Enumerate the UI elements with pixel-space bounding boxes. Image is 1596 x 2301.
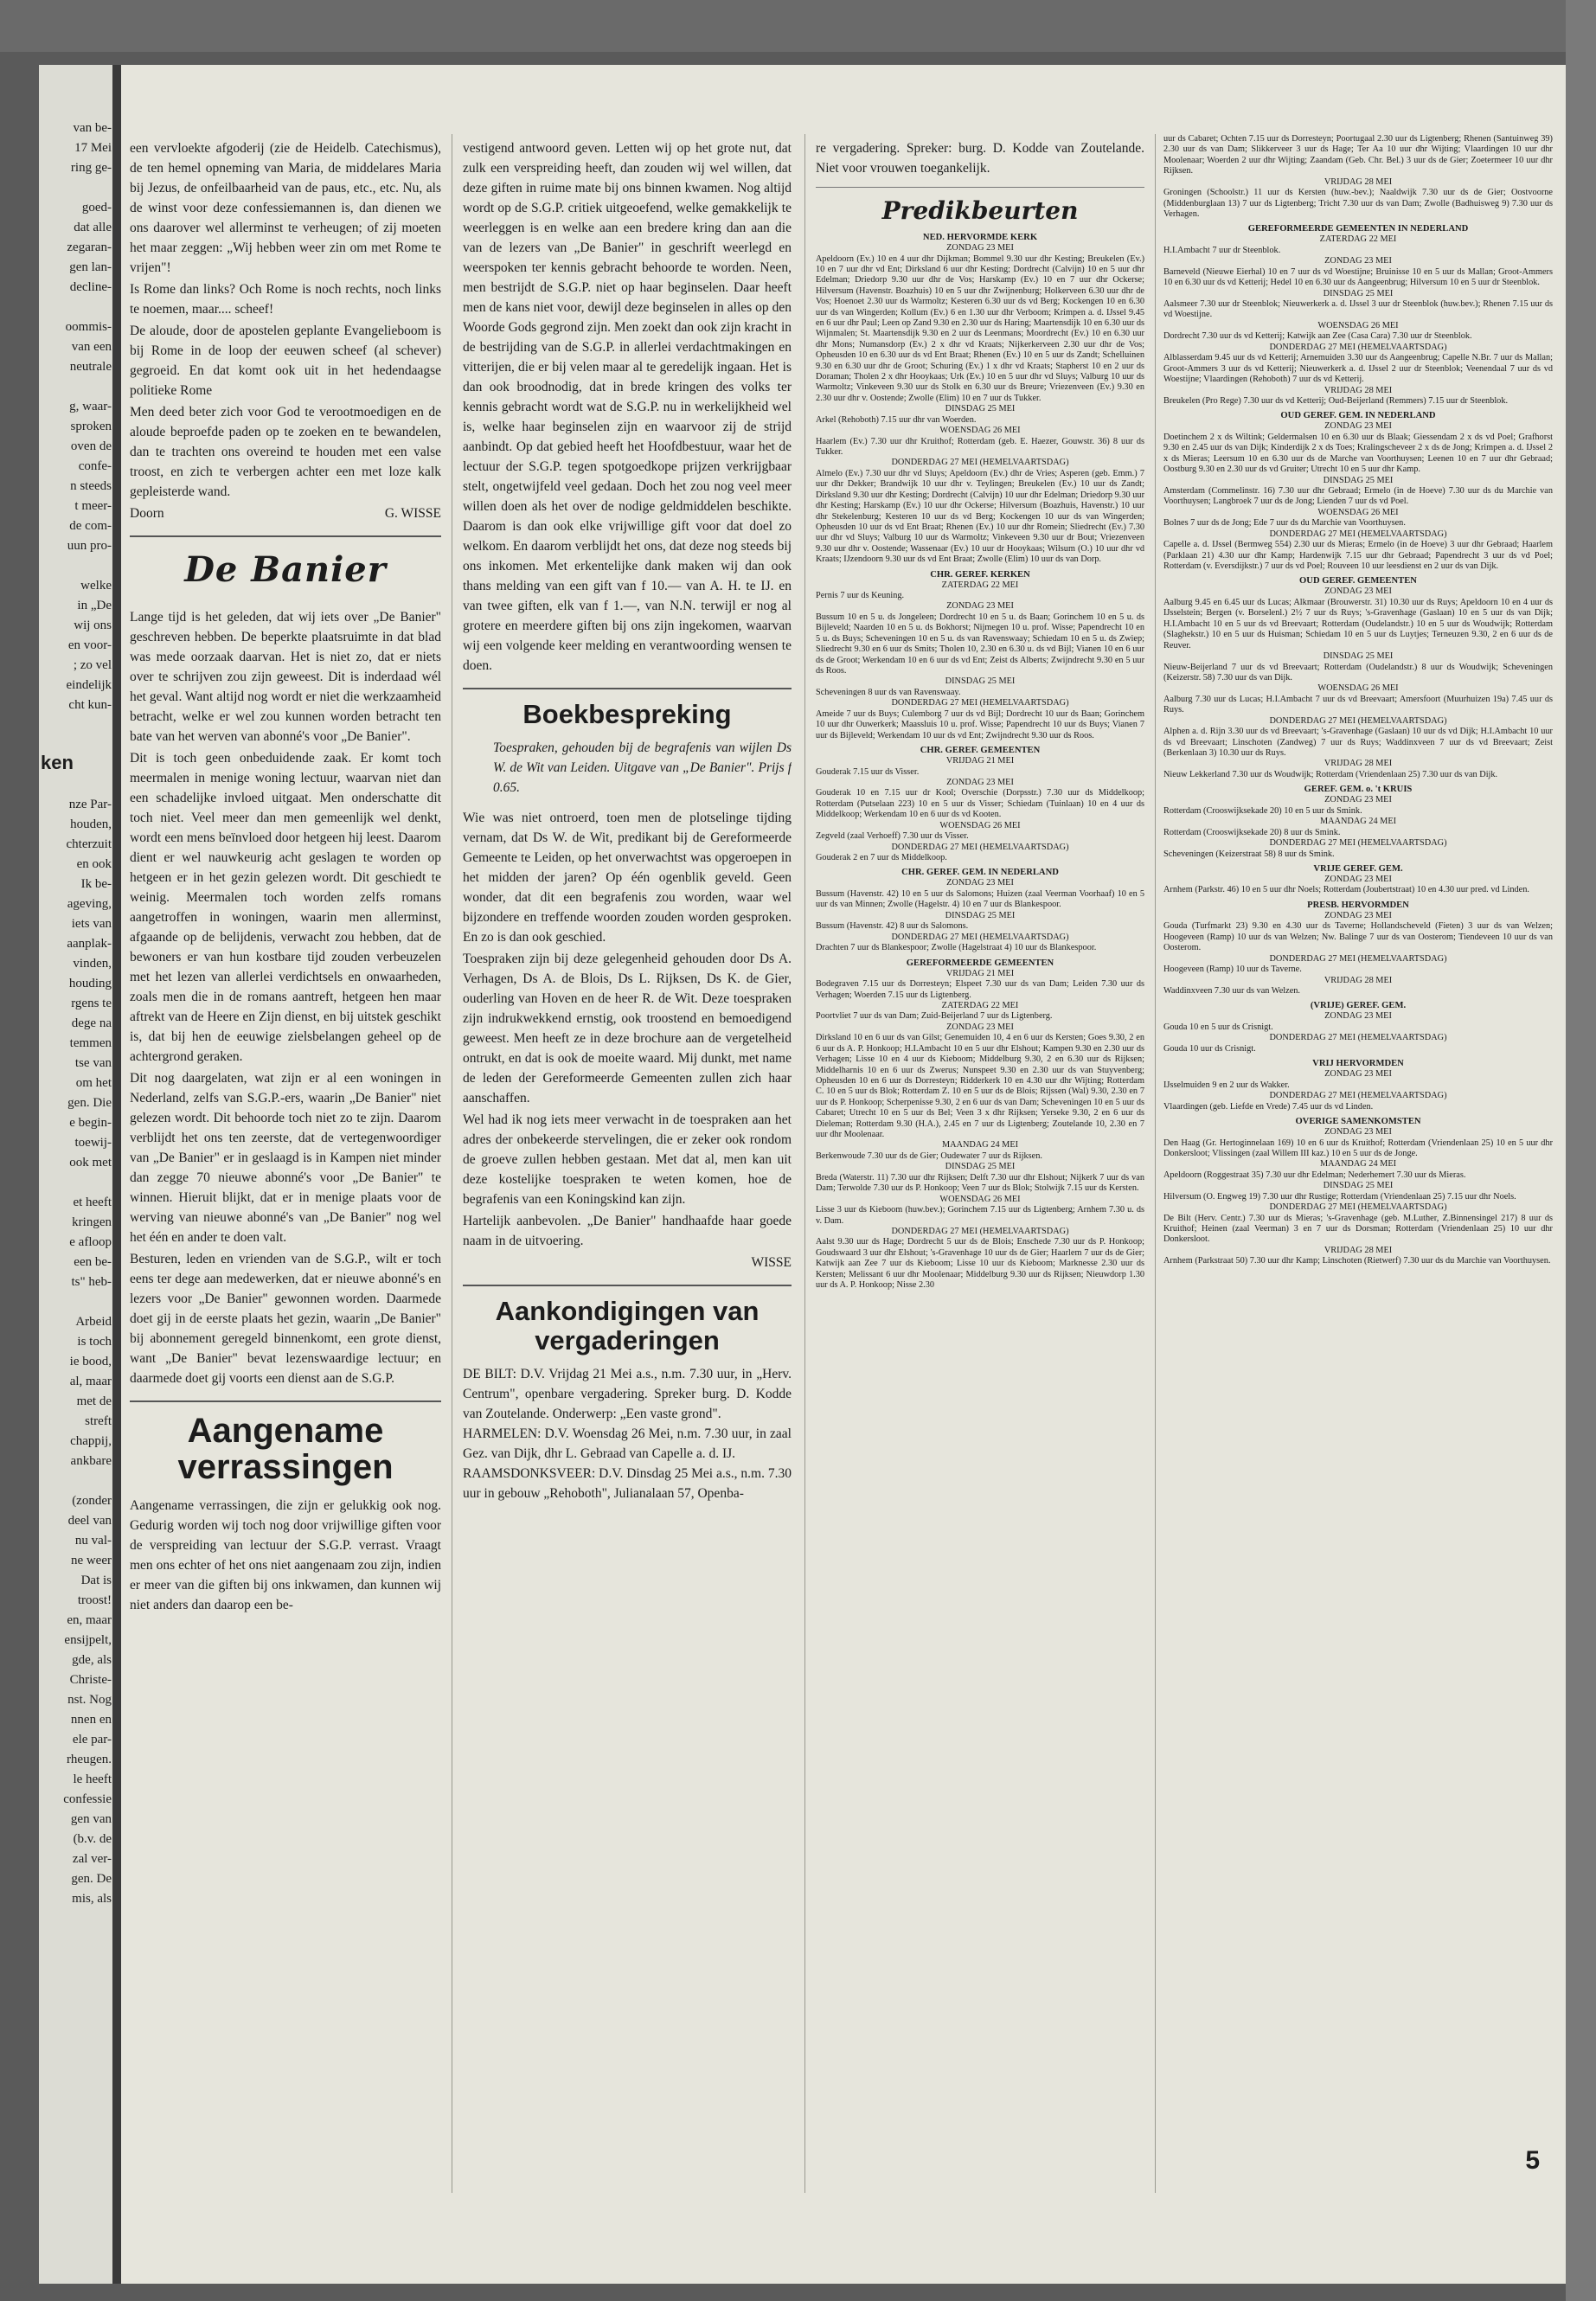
service-date: VRIJDAG 28 MEI [1324, 975, 1393, 985]
text-fragment: e afloop [69, 1235, 112, 1249]
service-date: DONDERDAG 27 MEI (HEMELVAARTSDAG) [1269, 953, 1447, 964]
section-divider [816, 187, 1144, 188]
service-listing: Zegveld (zaal Verhoeff) 7.30 uur ds Visser. [816, 831, 969, 842]
text-fragment: Ik be- [80, 877, 112, 891]
service-date: DONDERDAG 27 MEI (HEMELVAARTSDAG) [891, 1226, 1069, 1236]
service-date: DONDERDAG 27 MEI (HEMELVAARTSDAG) [1269, 1202, 1447, 1213]
text-fragment: g, waar- [69, 400, 112, 413]
text-fragment: van be- [73, 121, 112, 135]
text-fragment: mis, als [72, 1892, 112, 1906]
denomination-heading: NED. HERVORMDE KERK [922, 233, 1038, 242]
text-fragment: en voor- [67, 638, 112, 652]
service-listing: Alphen a. d. Rijn 3.30 uur ds vd Breevaart; 's-Gravenhage (Gaslaan) 10 uur ds vd Dijk; H.I.Ambacht 10 uur ds vd Breevaart; Linschoten (Zandweg) 7 uur ds Ruys; Waddinxveen 7 uur ds vd Breevaart; Zeist (Berkenlaan 3) 10.30 uur ds Ruys. [1163, 727, 1553, 758]
paragraph: De aloude, door de apostelen geplante Evangelieboom is bij Rome in de loop der eeuwen scheef (al schever) gegroeid. En dat komt ook uit in het hedendaagse politieke Rome [130, 324, 441, 398]
denomination-heading: CHR. GEREF. GEM. IN NEDERLAND [901, 868, 1059, 878]
service-listing: Lisse 3 uur ds Kieboom (huw.bev.); Gorinchem 7.15 uur ds Ligtenberg; Arnhem 7.30 u. ds v. Dam. [816, 1205, 1144, 1226]
service-date: DONDERDAG 27 MEI (HEMELVAARTSDAG) [1269, 838, 1447, 849]
service-listing: Pernis 7 uur ds Keuning. [816, 591, 905, 601]
text-fragment: ankbare [70, 1454, 112, 1468]
text-fragment: e begin- [69, 1116, 112, 1130]
service-date: DONDERDAG 27 MEI (HEMELVAARTSDAG) [1269, 1033, 1447, 1043]
service-listing: Hilversum (O. Engweg 19) 7.30 uur dhr Rustige; Rotterdam (Vriendenlaan 25) 7.15 uur dhr Noels. [1163, 1191, 1516, 1202]
text-fragment: sproken [70, 420, 112, 433]
text-fragment: et heeft [73, 1195, 112, 1209]
signature-place: Doorn [130, 506, 164, 521]
section-divider [463, 1285, 792, 1286]
column-2 [463, 138, 792, 1503]
service-date: DINSDAG 25 MEI [1323, 288, 1394, 298]
service-date: ZATERDAG 22 MEI [1319, 234, 1397, 245]
text-fragment: gen. Die [67, 1096, 112, 1110]
service-date: DONDERDAG 27 MEI (HEMELVAARTSDAG) [1269, 529, 1447, 539]
service-listing: Arnhem (Parkstr. 46) 10 en 5 uur dhr Noels; Rotterdam (Joubertstraat) 10 en 4.30 uur pred. vd Linden. [1163, 885, 1529, 895]
text-fragment: ook met [69, 1156, 112, 1170]
service-date: VRIJDAG 28 MEI [1324, 1245, 1393, 1255]
service-date: WOENSDAG 26 MEI [939, 426, 1021, 436]
service-listing: H.I.Ambacht 7 uur dr Steenblok. [1163, 245, 1281, 255]
service-listing: Scheveningen (Keizerstraat 58) 8 uur ds Smink. [1163, 849, 1335, 859]
service-listing: Aalst 9.30 uur ds Hage; Dordrecht 5 uur ds de Blois; Enschede 7.30 uur ds P. Honkoop; Goudswaard 3 uur dhr Elshout; 's-Gravenhage 10 uur ds de Gier; Haarlem 7 uur ds de Gier; Katwijk aan Zee 7 uur ds Kieboom; Lisse 10 uur ds Kieboom; Marknesse 2.30 uur ds Kersten; Melissant 6 uur dhr Moolenaar; Middelburg 9.30 uur ds Rijksen; Nieuwdorp 1.30 uur ds A. P. Honkoop; Nisse 2.30 [816, 1237, 1144, 1291]
announcement: DE BILT: D.V. Vrijdag 21 Mei a.s., n.m. 7.30 uur, in „Herv. Centrum", openbare vergadering. Spreker burg. D. Kodde van Zoutelande. Onderwerp: „Een vaste grond". [463, 1367, 792, 1421]
service-date: DINSDAG 25 MEI [1323, 475, 1394, 485]
denomination-heading: PRESB. HERVORMDEN [1307, 900, 1409, 910]
text-fragment: t meer- [74, 499, 112, 513]
service-listing: Vlaardingen (geb. Liefde en Vrede) 7.45 uur ds vd Linden. [1163, 1101, 1374, 1112]
service-date: ZATERDAG 22 MEI [941, 580, 1019, 590]
text-fragment: een be- [74, 1255, 112, 1269]
service-listing: Amsterdam (Commelinstr. 16) 7.30 uur dhr Gebraad; Ermelo (in de Hoeve) 7.30 uur ds du Marchie van Voorthuysen; Langbroek 7 uur ds de Jong; Lienden 7 uur ds vd Poel. [1163, 486, 1553, 507]
service-listing: Apeldoorn (Ev.) 10 en 4 uur dhr Dijkman; Bommel 9.30 uur dhr Kesting; Breukelen (Ev.) 10 en 7 uur dhr vd Ent; Dirksland 6 uur dhr Kesting; Dordrecht (Calvijn) 10 en 5 uur dhr Edelman; Driedorp 9.30 uur dhr de Vos; Harskamp (Ev.) 10 en 7 uur dhr Ockerse; Hilversum (Havenstr. Boazhuis) 10 en 5 uur dhr Zwijnenburg; Holkerveen 6.30 uur dhr de Vos; Hoenoet 2.30 uur ds Warmoltz; Kesteren 6.30 uur ds vd Berg; Kockengen 10 en 6.30 uur ds van Wingerden; Kollum (Ev.) 6 en 1.30 uur dhr Verboom; Krimpen a. d. IJssel 9.45 en 6 uur dhr Paul; Leen op Zand 9.30 en 2.30 uur ds Haring; Maartensdijk 10 en 6.30 uur ds Wijnmalen; St. Maartensdijk 9.30 en 2 uur ds Leenmans; Moordrecht (Ev.) 10 en 6.30 uur dhr Mons; Numansdorp (Ev.) 2 x dhr vd Kraats; Nijkerkerveen 2.30 uur dhr de Vos; Opheusden 10 en 6.30 uur ds vd Ent Braat; Rhenen (Ev.) 10 en 5 uur ds Zandt; Schelluinen 9.30 en 6.30 uur dhr de Groot; Schuring (Ev.) 1 x dhr vd Kraats; Stapherst 10 en 2 uur ds Doraman; Tholen 2 x dhr Hooykaas; Urk (Ev.) 10 en 5 uur dhr vd Sluys; Valburg 10 uur ds Warmoltz; Vinkeveen 9.30 uur ds Stolk en 6.30 uur ds Breure; Vriezenveen (Ev.) 9.30 en 2.30 uur dhr v. Oostende; Zwolle (Elim) 10 en 7 uur ds Tukker. [816, 253, 1144, 403]
service-listing: Bussum (Havenstr. 42) 10 en 5 uur ds Salomons; Huizen (zaal Veerman Voorhaaf) 10 en 5 uur ds van Minnen; Zwolle (Hagelstr. 4) 10 en 7 uur ds Blankespoor. [816, 888, 1144, 910]
service-date: DONDERDAG 27 MEI (HEMELVAARTSDAG) [891, 842, 1069, 852]
service-listing: Capelle a. d. IJssel (Bermweg 554) 2.30 uur ds Mieras; Ermelo (in de Hoeve) 3 uur dhr Gebraad; Haarlem (Parklaan 21) 4.30 uur dhr Kamp; Hardenwijk 7.15 uur dhr Gebraad; Papendrecht 3 uur ds vd Poel; Rotterdam (v. Eversdijkstr.) 7 uur ds vd Poel; Rouveen 10 uur leesdienst en 2 uur ds van Dijk. [1163, 540, 1553, 572]
text-fragment: chappij, [70, 1434, 112, 1448]
service-listing: Nieuw Lekkerland 7.30 uur ds Woudwijk; Rotterdam (Vriendenlaan 25) 7.30 uur ds van Dijk. [1163, 769, 1498, 779]
service-listing: Ameide 7 uur ds Buys; Culemborg 7 uur ds vd Bijl; Dordrecht 10 uur ds Baan; Gorinchem 10 uur dhr Ouwerkerk; Maassluis 10 u. prof. Wisse; Papendrecht 10 uur ds Buys; Vianen 7 uur ds Bijleveld; Werkendam 10 uur ds vd Ent; Zwijndrecht 9.30 uur ds Roos. [816, 708, 1144, 740]
text-fragment: cht kun- [68, 698, 112, 712]
paragraph: vestigend antwoord geven. Letten wij op het grote nut, dat zulk een verspreiding heeft, dan zouden wij wel willen, dat deze giften in ruime mate bij ons binnen kwamen. Nog altijd wordt op de S.G.P. critiek uitgeoefend, welke gemakkelijk te weerleggen is en welke aan een bredere kring dan aan die van de lezers van „De Banier" in geschrift weerlegd en weerspoken ter kennis gebracht behoorde te worden. Neen, men bestrijdt de S.G.P. niet op haar beginselen. Daar heeft men de kans niet voor, dewijl deze beginselen in alles op den Woorde Gods gegrond zijn. Men zoekt dan ook zijn kracht in de bestrijding van de S.G.P. in allerlei verdachtmakingen en vitterijen, die er bij velen maar al te geredelijk ingaan. Het is dan ook broodnodig, dat in brede kringen des volks ter kennis gebracht wordt wat de S.G.P. nu in werkelijkheid wel is, welke haar beginselen zijn en waarvoor zij de strijd aanbindt. Op dat gebied heeft het Hoofdbestuur, waar het de lectuur der S.G.P. tegen spotgoedkope prijzen verkrijgbaar stelt, ongetwijfeld veel gedaan. Doch het zou nog veel meer willen doen als het over de nodige geldmiddelen beschikte. Daarom is dan ook elke vrijwillige gift voor dat doel zo welkom. En daarom verblijdt het ons, dat deze nog steeds bij ons inkomen. Met erkentelijke dank maken wij dan ook thans melding van een gift van f 10.— van A. H. te IJ. en van twee giften, elk van f 1.—, van N.N. terwijl er nog al grotere en meerdere giften bij ons zijn ingekomen, waarvan wij een volgende keer melding en verantwoording wensen te doen. [463, 141, 792, 673]
book-review-lead: Toespraken, gehouden bij de begrafenis van wijlen Ds W. de Wit van Leiden. Uitgave van „De Banier". Prijs f 0.65. [493, 740, 792, 795]
paragraph: Wie was niet ontroerd, toen men de plotselinge tijding vernam, dat Ds W. de Wit, predikant bij de Gereformeerde Gemeente te Leiden, op het onverwachtst was opgeroepen in het midden der jaren? Op één ogenblik geveld. Geen wonder, dat dit een begrafenis zou worden, waar wel bijzondere en treffende woorden zouden worden gesproken. En zo is dan ook geschied. [463, 811, 792, 945]
meeting-announcements [463, 1364, 792, 1503]
paragraph: Dit is toch geen onbeduidende zaak. Er komt toch meermalen in menige woning lectuur, waarvan niet dan een schadelijke invloed uitgaat. Men onderschatte dit toch niet. Veel meer dan men gemeenlijk wel denkt, wordt een mens beïnvloed door hetgeen hij leest. Daarom dient er wel nauwkeurig acht geslagen te worden op hetgeen er in het gezin gelezen wordt. Dit geschiedt te weinig. Meermalen toch worden zelfs romans aangetroffen in woningen, waarin men allerminst, afgaande op de belijdenis, verwacht zou hebben, dat de bewoners er van hun kostbare tijd zouden verbeuzelen met het lezen van allerlei verdichtsels en onwaarheden, zoals men die in de romans aantreft, hetgeen hen maar aftrekt van de Heere en Zijn dienst, en bij uitstek geschikt is, dat bij hen de eeuwige zielsbelangen geheel op de achtergrond geraken. [130, 751, 441, 1064]
column-1 [130, 138, 441, 1617]
service-listing: Breda (Waterstr. 11) 7.30 uur dhr Rijksen; Delft 7.30 uur dhr Elshout; Nijkerk 7 uur ds van Dam; Terwolde 7.30 uur ds P. Honkoop; Veen 7 uur ds Blok; Stolwijk 7.15 uur ds Kersten. [816, 1172, 1144, 1194]
text-fragment: de com- [69, 519, 112, 533]
text-fragment: deel van [67, 1514, 112, 1528]
service-date: DONDERDAG 27 MEI (HEMELVAARTSDAG) [1269, 1091, 1447, 1101]
previous-page-fragments-bottom [39, 795, 115, 1909]
article-verrassingen [130, 1496, 441, 1615]
service-date: ZONDAG 23 MEI [946, 601, 1014, 612]
column-3 [816, 138, 1144, 1291]
text-fragment: en ook [76, 857, 112, 871]
section-divider [130, 535, 441, 537]
service-date: ZONDAG 23 MEI [1324, 910, 1392, 920]
service-listing: Apeldoorn (Roggestraat 35) 7.30 uur dhr Edelman; Nederhemert 7.30 uur ds Mieras. [1163, 1170, 1466, 1180]
service-date: VRIJDAG 28 MEI [1324, 176, 1393, 187]
previous-page-heading-fragment: ken [41, 752, 74, 773]
service-date: ZONDAG 23 MEI [1324, 256, 1392, 266]
paragraph: Hartelijk aanbevolen. „De Banier" handhaafde haar goede naam in de uitvoering. [463, 1214, 792, 1248]
text-fragment: Arbeid [75, 1315, 112, 1329]
service-date: WOENSDAG 26 MEI [939, 1194, 1021, 1204]
service-date: WOENSDAG 26 MEI [939, 820, 1021, 830]
article-de-banier [130, 607, 441, 1388]
denomination-heading: GEREFORMEERDE GEMEENTEN IN NEDERLAND [1247, 224, 1469, 234]
text-fragment: chterzuit [66, 837, 112, 851]
denomination-heading: GEREFORMEERDE GEMEENTEN [906, 958, 1054, 968]
service-date: MAANDAG 24 MEI [941, 1140, 1019, 1150]
denomination-heading: OUD GEREF. GEM. IN NEDERLAND [1280, 411, 1436, 421]
service-date: DINSDAG 25 MEI [945, 1162, 1016, 1172]
text-fragment [39, 178, 115, 198]
service-date: WOENSDAG 26 MEI [1317, 507, 1399, 517]
text-fragment: decline- [69, 280, 112, 294]
column-rule [1155, 134, 1156, 2193]
text-fragment: 17 Mei [74, 141, 112, 155]
text-fragment: met de [76, 1394, 112, 1408]
text-fragment: is toch [77, 1335, 112, 1349]
service-listing: Scheveningen 8 uur ds van Ravenswaay. [816, 687, 961, 697]
service-date: DINSDAG 25 MEI [1323, 651, 1394, 661]
service-date: ZONDAG 23 MEI [946, 777, 1014, 787]
text-fragment [39, 1471, 115, 1491]
column-rule [804, 134, 805, 2193]
denomination-heading: GEREF. GEM. o. 't KRUIS [1304, 785, 1413, 795]
service-date: DONDERDAG 27 MEI (HEMELVAARTSDAG) [1269, 715, 1447, 726]
text-fragment: iets van [71, 917, 112, 931]
denomination-heading: VRIJ HERVORMDEN [1312, 1059, 1404, 1069]
service-date: VRIJDAG 28 MEI [1324, 759, 1393, 769]
article-verrassingen-continued [463, 138, 792, 676]
service-listing: Groningen (Schoolstr.) 11 uur ds Kersten (huw.-bev.); Naaldwijk 7.30 uur ds de Gier; Oostvoorne (Middenburglaan 13) 7 uur ds Ligtenberg; Tricht 7.30 uur ds van Dam; Zwolle (Badhuisweg 9) 7.30 uur ds Verhagen. [1163, 188, 1553, 219]
service-listing: Berkenwoude 7.30 uur ds de Gier; Oudewater 7 uur ds Rijksen. [816, 1150, 1042, 1161]
text-fragment: dat alle [74, 221, 112, 234]
text-fragment: gen van [70, 1812, 112, 1826]
text-fragment: ne weer [70, 1554, 112, 1567]
text-fragment [39, 1173, 115, 1193]
service-date: DINSDAG 25 MEI [945, 404, 1016, 414]
article-boekbespreking [463, 808, 792, 1251]
previous-page-edge [39, 65, 115, 2284]
church-service-listings [816, 232, 1144, 1291]
service-listing: Gouda 10 uur ds Crisnigt. [1163, 1043, 1256, 1054]
text-fragment: troost! [77, 1593, 112, 1607]
text-fragment: goed- [81, 201, 112, 215]
text-fragment: temmen [69, 1036, 112, 1050]
text-fragment: houden, [70, 817, 112, 831]
text-fragment: ie bood, [69, 1355, 112, 1368]
service-listing: Arkel (Rehoboth) 7.15 uur dhr van Woerden. [816, 414, 977, 425]
text-fragment: rgens te [71, 997, 112, 1010]
service-listing: Bussum 10 en 5 u. ds Jongeleen; Dordrecht 10 en 5 u. ds Baan; Gorinchem 10 en 5 u. ds Bijleveld; Naarden 10 en 5 u. ds Bokhorst; Nijmegen 10 u. prof. Wisse; Papendrecht 10 en 5 u. ds Buys; Scheveningen 10 en 5 u. ds van Ravenswaay; Schiedam 10 en 5 u. ds Zwiep; Sliedrecht 9.30 en 6 uur ds Smits; Tholen 10, 2.30 en 6.30 u. ds vd Bijl; Vianen 10 en 6 uur ds de Groot; Werkendam 10 en 6 uur ds vd Ent; Zeist ds Alberts; Zwijndrecht 9.30 en 5 uur ds Roos. [816, 612, 1144, 676]
service-listing: Alblasserdam 9.45 uur ds vd Ketterij; Arnemuiden 3.30 uur ds Aangeenbrug; Capelle N.Br. 7 uur ds Mallan; Groot-Ammers 3 uur ds vd Ketterij; Nieuwerkerk a. d. IJssel 2 uur dr Steenblok; Veenendaal 7 uur ds vd Woestijne; Vlaardingen (Rehoboth) 7 uur ds vd Ketterij. [1163, 353, 1553, 385]
scan-background-top [0, 0, 1596, 52]
service-listing: Gouderak 2 en 7 uur ds Middelkoop. [816, 853, 947, 863]
text-fragment: toewij- [74, 1136, 112, 1150]
text-fragment: ensijpelt, [64, 1633, 112, 1647]
text-fragment: nst. Nog [67, 1693, 112, 1707]
service-date: VRIJDAG 21 MEI [945, 968, 1015, 978]
text-fragment: kringen [72, 1215, 112, 1229]
service-listing: uur ds Cabaret; Ochten 7.15 uur ds Dorresteyn; Poortugaal 2.30 uur ds Ligtenberg; Rhenen (Santuinweg 39) 2.30 uur ds van Dam; Slikkerveer 3 uur ds Hage; Ter Aa 10 uur dhr Wijting; Vlaardingen 10 uur dhr Moolenaar; Woerden 2 uur dhr Wijting; Zaandam (Geb. Chr. Bel.) 3 uur ds de Gier; Zoetermeer 10 uur dhr Rijksen. [1163, 134, 1553, 176]
service-listing: De Bilt (Herv. Centr.) 7.30 uur ds Mieras; 's-Gravenhage (geb. M.Luther, Z.Binnensingel 217) 8 uur ds Kruithof; Heinen (zaal Veerman) 3 en 7 uur ds Dorsman; Rotterdam (Vriendenlaan 25) 10 uur dhr Donkersloot. [1163, 1213, 1553, 1245]
service-date: ZONDAG 23 MEI [1324, 1069, 1392, 1080]
service-date: MAANDAG 24 MEI [1319, 1159, 1397, 1170]
service-listing: Hoogeveen (Ramp) 10 uur ds Taverne. [1163, 965, 1302, 975]
text-fragment: al, maar [69, 1375, 112, 1388]
text-fragment: wij ons [74, 619, 112, 632]
service-listing: Almelo (Ev.) 7.30 uur dhr vd Sluys; Apeldoorn (Ev.) dhr de Vries; Asperen (geb. Emm.) 7 uur dhr Dekker; Brandwijk 10 uur dhr v. Teylingen; Breukelen (Ev.) 10 uur ds Zandt; Dirksland 9.30 uur dhr Kesting; Dordrecht (Calvijn) 10 uur dhr Edelman; Driedorp 9.30 uur dhr Kesting; Harskamp (Ev.) 10 uur dhr Ockerse; Hilversum (Boazhuis, Havenstr.) 10 uur dhr Stekelenburg; Kesteren 10 uur ds vd Berg; Kockengen 10 uur ds van Wingerden; Opheusden 10 uur ds vd Ent Braat; Rhenen (Ev.) 10 uur dhr Romein; Sliedrecht (Ev.) 7.30 uur dhr vd Sluys; Valburg 10 uur ds Warmoltz; Vinkeveen 9.30 uur dr Bout; Vriezenveen 9.30 uur dhr v. Oostende; Wassenaar (Ev.) 10 uur dr Hooykaas; Wilsum (O.) 10 uur dhr vd Kraats; IJzendoorn 9.30 uur ds vd Ent Braat; Zwolle (Elim) 10 uur ds van Dorp. [816, 468, 1144, 565]
service-date: VRIJDAG 21 MEI [945, 756, 1015, 766]
page-gutter [112, 65, 121, 2284]
article-title-predikbeurten: Predikbeurten [881, 196, 1079, 225]
text-fragment: dege na [71, 1016, 112, 1030]
paragraph: Aangename verrassingen, die zijn er gelukkig ook nog. Gedurig worden wij toch nog door vrijwillige giften voor de verspreiding van lectuur der S.G.P. verrast. Vraagt men ons echter of het ons niet aangenaam zou zijn, indien er meer van die giften bij ons inkwamen, dan kunnen wij niet anders dan daarop een be- [130, 1498, 441, 1612]
article-title-aankondigingen: Aankondigingen van vergaderingen [495, 1296, 760, 1356]
text-fragment: tse van [74, 1056, 112, 1070]
service-listing: Doetinchem 2 x ds Wiltink; Geldermalsen 10 en 6.30 uur ds Blaak; Giessendam 2 x ds vd Poel; Grafhorst 9.30 en 2.45 uur ds van Dijk; Kinderdijk 2 x ds Toes; Kralingscheveer 2 x ds de Jong; Krimpen a. d. IJssel 2 x ds Mieras; Leersum 10 en 6.30 uur ds de Marche van Voorthuysen; Leenen 10 en 7 uur dhr Gebraad; Oostburg 9.30 en 2.30 uur ds vd Gruiter; Utrecht 10 en 5 uur dhr Kamp. [1163, 432, 1553, 475]
service-date: ZONDAG 23 MEI [1324, 586, 1392, 597]
paragraph: een vervloekte afgoderij (zie de Heidelb. Catechismus), de ten hemel opneming van Maria, de middelares Maria bij Jezus, de onfeilbaarheid van de paus, etc., etc. Nu, als de winst voor deze confessiemannen is, dan dienen we ons daarover wel allerminst te verheugen; of zij moeten het maar zeggen: „Wij hebben weer zin om met Rome te vrijen"! [130, 141, 441, 275]
text-fragment: en, maar [67, 1613, 112, 1627]
service-listing: Dirksland 10 en 6 uur ds van Gilst; Genemuiden 10, 4 en 6 uur ds Kersten; Goes 9.30, 2 en 6 uur ds A. P. Honkoop; H.I.Ambacht 10 en 5 uur dhr Elshout; Kampen 9.30 en 2.30 uur ds Verhagen; Lisse 10 en 4 uur ds Kieboom; Middelburg 9.30, 2 en 6.30 uur ds Rijksen; Middelharnis 10 en 6 uur ds Zwerus; Nunspeet 9.30 en 2.30 uur ds van Stuyvenberg; Opheusden 10 en 6 uur ds Dorresteyn; Ridderkerk 10 en 4.30 uur dhr Wijting; Rotterdam C. 10 en 5 uur ds Blok; Rotterdam Z. 10 en 5 uur ds de Blois; Rijssen (Wal) 9.30, 2.30 en 7 uur ds P. Honkoop; Scherpenisse 9.30, 2 en 6 uur ds van Dam; Scheveningen 10 en 5 uur ds Cabaret; Utrecht 10 en 5 uur ds Bel; Veen 3 x dhr Rijksen; Yerseke 9.30, 2 en 6 uur ds Dieleman; Rotterdam 9.30 (H.A.), 2.45 en 7 uur ds Ligtenberg; Zoutelande 10, 2.30 en 7 uur dhr Moolenaar. [816, 1033, 1144, 1139]
text-fragment: rheugen. [66, 1753, 112, 1766]
text-fragment: neutrale [69, 360, 112, 374]
service-listing: Rotterdam (Crooswijksekade 20) 10 en 5 uur ds Smink. [1163, 805, 1362, 816]
denomination-heading: CHR. GEREF. GEMEENTEN [920, 746, 1041, 756]
service-listing: Aalburg 9.45 en 6.45 uur ds Lucas; Alkmaar (Brouwerstr. 31) 10.30 uur ds Ruys; Apeldoorn 10 en 4 uur ds IJsselstein; Bergen (v. Borselenl.) 2½ 7 uur ds Ruys; 's-Gravenhage (Gaslaan) 10 en 5 uur ds van Dijk; H.I.Ambacht 10 en 5 uur ds vd Breevaart; Rotterdam (Oudelandstr.) 10 en 5 uur ds Woudwijk; Rotterdam (Slaghekstr.) 10 en 5 uur ds Huisman; Schiedam 10 en 5 uur ds Luytjes; Terneuzen 9.30, 2 en 6 uur ds de Reuver. [1163, 597, 1553, 651]
text-fragment: oven de [70, 439, 112, 453]
text-fragment: ageving, [67, 897, 112, 911]
text-fragment [39, 377, 115, 397]
article-title-de-banier: De Banier [184, 549, 387, 590]
service-date: ZONDAG 23 MEI [1324, 874, 1392, 884]
service-date: DONDERDAG 27 MEI (HEMELVAARTSDAG) [891, 458, 1069, 468]
service-listing: Bolnes 7 uur ds de Jong; Ede 7 uur ds du Marchie van Voorthuysen. [1163, 518, 1406, 529]
paragraph: Lange tijd is het geleden, dat wij iets over „De Banier" geschreven hebben. De beperkte plaatsruimte in dat blad was mede oorzaak daarvan. Het is niet zo, dat er niets over te schrijven zou zijn geweest. Dit is inderdaad wél het geval. Want altijd nog wordt er niet die werkzaamheid betracht, welke er wel zou kunnen worden betracht ten bate van het werven van abonné's voor „De Banier". [130, 610, 441, 744]
text-fragment: nnen en [70, 1713, 112, 1727]
service-listing: Dordrecht 7.30 uur ds vd Ketterij; Katwijk aan Zee (Casa Cara) 7.30 uur dr Steenblok. [1163, 331, 1472, 342]
section-divider [130, 1400, 441, 1402]
announcement: HARMELEN: D.V. Woensdag 26 Mei, n.m. 7.30 uur, in zaal Gez. van Dijk, dhr L. Gebraad van Capelle a. d. IJ. [463, 1426, 792, 1461]
service-date: ZATERDAG 22 MEI [941, 1000, 1019, 1010]
service-date: DINSDAG 25 MEI [945, 910, 1016, 920]
article-signature [130, 503, 441, 523]
service-listing: Barneveld (Nieuwe Eierhal) 10 en 7 uur ds vd Woestijne; Bruinisse 10 en 5 uur ds Mallan; Groot-Ammers 10 en 6.30 uur ds vd Ketterij; Hedel 10 en 6.30 uur ds Aangeenbrug; Hilversum 10 en 5 uur dr Steenblok. [1163, 266, 1553, 288]
article-continuation [130, 138, 441, 502]
denomination-heading: OVERIGE SAMENKOMSTEN [1295, 1117, 1421, 1127]
text-fragment: nze Par- [68, 798, 112, 811]
text-fragment: aanplak- [67, 937, 112, 951]
text-fragment: gen lan- [69, 260, 112, 274]
text-fragment: van een [71, 340, 112, 354]
paragraph: Wel had ik nog iets meer verwacht in de toespraken aan het adres der onbekeerde stervelingen, die er zeker ook rondom de groeve zullen hebben gestaan. Met dat al, men kan uit deze kostelijke toespraken te weten komen, hoe de begrafenis van een Koningskind kan zijn. [463, 1112, 792, 1207]
text-fragment: zegaran- [67, 240, 112, 254]
service-listing: Waddinxveen 7.30 uur ds van Welzen. [1163, 986, 1300, 996]
text-fragment: confessie [63, 1792, 112, 1806]
service-date: DONDERDAG 27 MEI (HEMELVAARTSDAG) [1269, 342, 1447, 352]
service-date: DINSDAG 25 MEI [1323, 1181, 1394, 1191]
text-fragment: gde, als [72, 1653, 112, 1667]
service-date: ZONDAG 23 MEI [1324, 421, 1392, 432]
service-listing: Breukelen (Pro Rege) 7.30 uur ds vd Ketterij; Oud-Beijerland (Remmers) 7.15 uur dr Steenblok. [1163, 396, 1509, 406]
service-listing: Aalsmeer 7.30 uur dr Steenblok; Nieuwerkerk a. d. IJssel 3 uur dr Steenblok (huw.bev.); Rhenen 7.15 uur ds vd Woestijne. [1163, 299, 1553, 320]
service-date: VRIJDAG 28 MEI [1324, 385, 1393, 395]
paragraph: Men deed beter zich voor God te verootmoedigen en de aloude beproefde paden op te zoeken en te bewandelen, dan te trachten ons overeind te houden met een valse troost, en zich te verbergen achter een met loze kalk gepleisterde wand. [130, 405, 441, 499]
text-fragment [39, 1292, 115, 1312]
denomination-heading: VRIJE GEREF. GEM. [1313, 863, 1403, 874]
newspaper-page [121, 65, 1566, 2284]
service-listing: Haarlem (Ev.) 7.30 uur dhr Kruithof; Rotterdam (geb. E. Haezer, Gouwstr. 36) 8 uur ds Tukker. [816, 436, 1144, 457]
section-divider [463, 688, 792, 689]
service-date: ZONDAG 23 MEI [1324, 795, 1392, 805]
signature-author: G. WISSE [384, 506, 441, 521]
paragraph: Is Rome dan links? Och Rome is noch rechts, noch links te noemen, maar.... scheef! [130, 282, 441, 317]
page-number: 5 [1525, 2146, 1540, 2175]
article-title-verrassingen: Aangename verrassingen [177, 1412, 394, 1486]
service-listing: Gouda (Turfmarkt 23) 9.30 en 4.30 uur ds Taverne; Hollandscheveld (Fieten) 3 uur ds van Welzen; Hoogeveen (Ramp) 10 uur ds van Welzen; Nw. Balinge 7 uur ds van Oosterom; Tiendeveen 10 uur ds van Oosterom. [1163, 921, 1553, 953]
text-fragment: houding [68, 977, 112, 990]
text-fragment: streft [85, 1414, 112, 1428]
text-fragment [39, 298, 115, 317]
text-fragment: confe- [78, 459, 112, 473]
service-date: ZONDAG 23 MEI [1324, 1011, 1392, 1022]
text-fragment: ; zo vel [73, 658, 112, 672]
service-listing: Gouderak 10 en 7.15 uur dr Kool; Overschie (Dorpsstr.) 7.30 uur ds Middelkoop; Rotterdam (Putselaan 223) 10 en 5 uur ds Visser; Schiedam (Tuinlaan) 10 en 4 uur ds Middelkoop; Werkendam 10 en 6 uur ds vd Kooten. [816, 788, 1144, 820]
service-date: ZONDAG 23 MEI [1324, 1127, 1392, 1138]
service-listing: Arnhem (Parkstraat 50) 7.30 uur dhr Kamp; Linschoten (Rietwerf) 7.30 uur ds du Marchie van Voorthuysen. [1163, 1256, 1551, 1266]
denomination-heading: OUD GEREF. GEMEENTEN [1299, 576, 1417, 586]
service-date: ZONDAG 23 MEI [946, 878, 1014, 888]
text-fragment: (b.v. de [73, 1832, 112, 1846]
service-listing: Drachten 7 uur ds Blankespoor; Zwolle (Hagelstraat 4) 10 uur ds Blankespoor. [816, 943, 1097, 953]
service-date: ZONDAG 23 MEI [946, 1022, 1014, 1032]
text-fragment: n steeds [70, 479, 112, 493]
service-listing: Aalburg 7.30 uur ds Lucas; H.I.Ambacht 7 uur ds vd Breevaart; Amersfoort (Muurhuizen 19a) 7.45 uur ds Ruys. [1163, 694, 1553, 715]
text-fragment: ring ge- [70, 161, 112, 175]
article-title-boekbespreking: Boekbespreking [522, 699, 732, 729]
denomination-heading: CHR. GEREF. KERKEN [930, 569, 1030, 580]
service-listing: Gouderak 7.15 uur ds Visser. [816, 766, 920, 777]
text-fragment: (zonder [72, 1494, 112, 1508]
previous-page-fragments-top [39, 119, 115, 715]
service-date: DONDERDAG 27 MEI (HEMELVAARTSDAG) [891, 932, 1069, 942]
service-listing: Bussum (Havenstr. 42) 8 uur ds Salomons. [816, 921, 969, 932]
service-listing: Gouda 10 en 5 uur ds Crisnigt. [1163, 1022, 1273, 1032]
text-fragment: welke [80, 579, 112, 593]
text-fragment: ele par- [72, 1733, 112, 1747]
service-date: WOENSDAG 26 MEI [1317, 683, 1399, 694]
paragraph: Dit nog daargelaten, wat zijn er al een woningen in Nederland, zelfs van S.G.P.-ers, waarin „De Banier" niet gelezen wordt. Dit behoorde toch niet zo te zijn. Daarom verblijdt het ons ten zeerste, dat de vertegenwoordiger van „De Banier" er in geslaagd is in Kampen niet minder dan zegge 70 nieuwe abonné's voor „De Banier" te winnen. Hieruit blijkt, dat er in menige plaats voor de werving van nieuwe abonné's van „De Banier" nog wel het één en ander te doen valt. [130, 1071, 441, 1245]
service-date: DINSDAG 25 MEI [945, 676, 1016, 687]
church-service-listings-continued [1163, 134, 1553, 1267]
paragraph: Besturen, leden en vrienden van de S.G.P., wilt er toch eens ter dege aan medewerken, dat er nieuwe abonné's en lezers voor „De Banier" gewonnen worden. Daarmede doet gij in de eerste plaats het gezin, waarin „De Banier" bij abonnement geregeld binnenkomt, een grote dienst, want „De Banier" bevat lezenswaardige lectuur; en daarmede doet gij voorts een dienst aan de S.G.P. [130, 1252, 441, 1386]
paragraph: Toespraken zijn bij deze gelegenheid gehouden door Ds A. Verhagen, Ds A. de Blois, Ds L. Rijksen, Ds K. de Gier, ouderling van Hoven en de heer R. de Wit. Deze toespraken zijn indrukwekkend ernstig, ook troostend en bemoedigend geweest. Men heeft ze in deze brochure aan de vergetelheid ontrukt, en dat is ook de moeite waard. Mij dunkt, met name de leden der Gereformeerde Gemeenten zullen zich haar aanschaffen. [463, 952, 792, 1106]
text-fragment: le heeft [73, 1772, 112, 1786]
service-date: WOENSDAG 26 MEI [1317, 320, 1399, 330]
service-listing: Rotterdam (Crooswijksekade 20) 8 uur ds Smink. [1163, 827, 1341, 837]
text-fragment: in „De [77, 599, 112, 612]
scan-background-right [1566, 0, 1596, 2301]
denomination-heading: (VRIJE) GEREF. GEM. [1310, 1001, 1407, 1011]
text-fragment: zal ver- [72, 1852, 112, 1866]
text-fragment [39, 556, 115, 576]
column-4 [1163, 134, 1553, 1267]
service-listing: IJsselmuiden 9 en 2 uur ds Wakker. [1163, 1080, 1290, 1090]
text-fragment: nu val- [74, 1534, 112, 1548]
service-listing: Poortvliet 7 uur ds van Dam; Zuid-Beijerland 7 uur ds Ligtenberg. [816, 1011, 1053, 1022]
text-fragment: oommis- [65, 320, 112, 334]
service-listing: Nieuw-Beijerland 7 uur ds vd Breevaart; Rotterdam (Oudelandstr.) 8 uur ds Woudwijk; Scheveningen (Keizerstr. 58) 7.30 uur ds van Dijk. [1163, 662, 1553, 683]
review-author: WISSE [751, 1255, 792, 1270]
text-fragment: Christe- [69, 1673, 112, 1687]
text-fragment: om het [75, 1076, 112, 1090]
text-fragment: ts" heb- [71, 1275, 112, 1289]
text-fragment: gen. De [71, 1872, 112, 1886]
service-date: ZONDAG 23 MEI [946, 243, 1014, 253]
text-fragment: Dat is [80, 1574, 112, 1587]
text-fragment: vinden, [73, 957, 112, 971]
text-fragment: eindelijk [66, 678, 112, 692]
service-listing: Bodegraven 7.15 uur ds Dorresteyn; Elspeet 7.30 uur ds van Dam; Leiden 7.30 uur ds Verhagen; Woerden 7.15 uur ds Ligtenberg. [816, 979, 1144, 1000]
announcement-continued: re vergadering. Spreker: burg. D. Kodde van Zoutelande. Niet voor vrouwen toegankelijk. [816, 141, 1144, 176]
service-listing: Den Haag (Gr. Hertoginnelaan 169) 10 en 6 uur ds Kruithof; Rotterdam (Vriendenlaan 25) 10 en 5 uur dhr Donkersloot; Vlissingen (zaal Willem III kaz.) 10 en 5 uur ds de Jonge. [1163, 1138, 1553, 1158]
service-date: DONDERDAG 27 MEI (HEMELVAARTSDAG) [891, 698, 1069, 708]
announcement: RAAMSDONKSVEER: D.V. Dinsdag 25 Mei a.s., n.m. 7.30 uur in gebouw „Rehoboth", Julianalaan 57, Openba- [463, 1466, 792, 1501]
text-fragment: uun pro- [67, 539, 112, 553]
service-date: MAANDAG 24 MEI [1319, 817, 1397, 827]
